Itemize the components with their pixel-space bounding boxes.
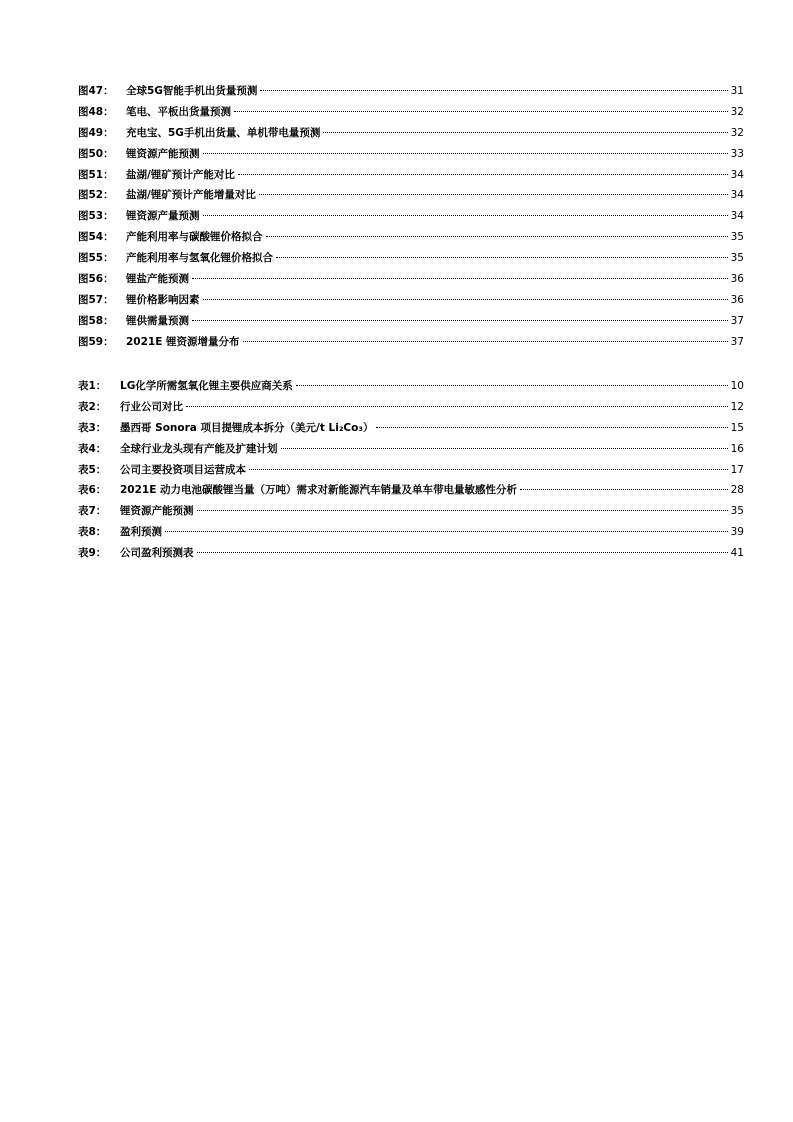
toc-entry-title: 全球5G智能手机出货量预测 [126, 85, 258, 97]
toc-entry-page: 37 [730, 335, 744, 348]
toc-entry[interactable] [78, 209, 744, 230]
toc-entry-page: 12 [730, 400, 744, 413]
toc-entry-page: 35 [730, 231, 744, 244]
toc-entry-title: 公司主要投资项目运营成本 [120, 463, 246, 476]
toc-entry-label: 图59： [78, 335, 114, 348]
dot-leader [165, 531, 728, 532]
toc-entry-title: 锂资源产能预测 [120, 505, 194, 518]
toc-entry[interactable] [78, 314, 744, 335]
toc-entry-title: 产能利用率与氢氧化锂价格拟合 [126, 252, 273, 265]
toc-entry-page: 41 [730, 547, 744, 560]
dot-leader [281, 448, 728, 449]
toc-entry-title: 锂供需量预测 [126, 314, 189, 327]
dot-leader [186, 406, 728, 407]
toc-entry-page: 32 [730, 105, 744, 118]
toc-entry-page: 16 [730, 442, 744, 455]
dot-leader [296, 385, 728, 386]
toc-entry-label: 图55： [78, 252, 114, 265]
toc-entry[interactable] [78, 504, 744, 525]
toc-entry-page: 32 [730, 126, 744, 139]
toc-entry[interactable] [78, 379, 744, 400]
dot-leader [238, 174, 728, 175]
toc-entry-label: 表6： [78, 484, 107, 497]
toc-entry-title: LG化学所需氢氧化锂主要供应商关系 [120, 380, 293, 392]
toc-entry-label: 表1： [78, 380, 107, 392]
toc-entry[interactable] [78, 546, 744, 567]
toc-entry[interactable] [78, 483, 744, 504]
toc-entry-label: 图51： [78, 168, 114, 181]
toc-entry[interactable] [78, 442, 744, 463]
toc-entry[interactable] [78, 147, 744, 168]
toc-entry[interactable] [78, 188, 744, 209]
toc-entry[interactable] [78, 335, 744, 356]
toc-entry-page: 31 [730, 85, 744, 97]
toc-entry-page: 35 [730, 252, 744, 265]
toc-entry-page: 34 [730, 168, 744, 181]
toc-entry-label: 图52： [78, 189, 114, 202]
toc-entry-title: 2021E 锂资源增量分布 [126, 335, 240, 348]
toc-entry-title: 盈利预测 [120, 526, 162, 539]
dot-leader [203, 153, 728, 154]
toc-entry[interactable] [78, 525, 744, 546]
toc-entry-title: 锂盐产能预测 [126, 273, 189, 286]
toc-entry[interactable] [78, 230, 744, 251]
toc-entry-title: 盐湖/锂矿预计产能增量对比 [126, 189, 256, 202]
dot-leader [192, 320, 728, 321]
toc-entry[interactable] [78, 272, 744, 293]
toc-entry-page: 10 [730, 380, 744, 392]
toc-entry-page: 37 [730, 314, 744, 327]
dot-leader [323, 132, 727, 133]
toc-entry-title: 锂资源产能预测 [126, 147, 200, 160]
toc-entry-label: 表5： [78, 463, 107, 476]
toc-entry-label: 表4： [78, 442, 107, 455]
toc-entry-page: 17 [730, 463, 744, 476]
toc-entry-title: 锂价格影响因素 [126, 293, 200, 306]
toc-entry-label: 表8： [78, 526, 107, 539]
dot-leader [197, 552, 728, 553]
toc-entry-label: 图48： [78, 105, 114, 118]
dot-leader [243, 341, 728, 342]
toc-entry-label: 图56： [78, 273, 114, 286]
toc-entry-page: 36 [730, 293, 744, 306]
dot-leader [266, 236, 728, 237]
toc-entry-label: 图50： [78, 147, 114, 160]
toc-entry-label: 表3： [78, 421, 107, 434]
toc-entry[interactable] [78, 400, 744, 421]
dot-leader [259, 194, 728, 195]
toc-entry-page: 39 [730, 526, 744, 539]
toc-entry[interactable] [78, 105, 744, 126]
toc-entry-title: 锂资源产量预测 [126, 210, 200, 223]
dot-leader [203, 215, 728, 216]
dot-leader [260, 90, 727, 91]
toc-entry[interactable] [78, 251, 744, 272]
toc-entry[interactable] [78, 168, 744, 189]
toc-entry-label: 图58： [78, 314, 114, 327]
toc-entry[interactable] [78, 421, 744, 442]
toc-entry-page: 28 [730, 484, 744, 497]
dot-leader [203, 299, 728, 300]
toc-entry-title: 盐湖/锂矿预计产能对比 [126, 168, 235, 181]
toc-entry-label: 图47： [78, 85, 114, 97]
toc-entry-page: 33 [730, 147, 744, 160]
toc-entry-title: 全球行业龙头现有产能及扩建计划 [120, 442, 278, 455]
dot-leader [249, 469, 728, 470]
dot-leader [276, 257, 728, 258]
toc-entry-label: 表2： [78, 400, 107, 413]
table-index [78, 379, 744, 567]
toc-entry[interactable] [78, 293, 744, 314]
toc-entry[interactable] [78, 463, 744, 484]
toc-entry-page: 36 [730, 273, 744, 286]
toc-entry-label: 图54： [78, 231, 114, 244]
toc-entry-label: 图49： [78, 126, 114, 139]
toc-entry-page: 35 [730, 505, 744, 518]
toc-entry-page: 34 [730, 210, 744, 223]
toc-entry-label: 图57： [78, 293, 114, 306]
toc-entry-page: 15 [730, 421, 744, 434]
dot-leader [520, 489, 728, 490]
dot-leader [376, 427, 727, 428]
dot-leader [234, 111, 728, 112]
toc-entry-title: 2021E 动力电池碳酸锂当量（万吨）需求对新能源汽车销量及单车带电量敏感性分析 [120, 484, 518, 497]
dot-leader [192, 278, 728, 279]
toc-entry[interactable] [78, 84, 744, 105]
toc-entry[interactable] [78, 126, 744, 147]
toc-entry-page: 34 [730, 189, 744, 202]
toc-entry-title: 行业公司对比 [120, 400, 183, 413]
figure-index [78, 84, 744, 356]
dot-leader [197, 510, 728, 511]
toc-entry-label: 图53： [78, 210, 114, 223]
toc-entry-title: 公司盈利预测表 [120, 547, 194, 560]
toc-entry-label: 表9： [78, 547, 107, 560]
toc-entry-title: 墨西哥 Sonora 项目提锂成本拆分（美元/t Li₂Co₃） [120, 421, 374, 434]
toc-entry-label: 表7： [78, 505, 107, 518]
toc-entry-title: 产能利用率与碳酸锂价格拟合 [126, 231, 263, 244]
toc-entry-title: 笔电、平板出货量预测 [126, 105, 231, 118]
toc-entry-title: 充电宝、5G手机出货量、单机带电量预测 [126, 126, 321, 139]
